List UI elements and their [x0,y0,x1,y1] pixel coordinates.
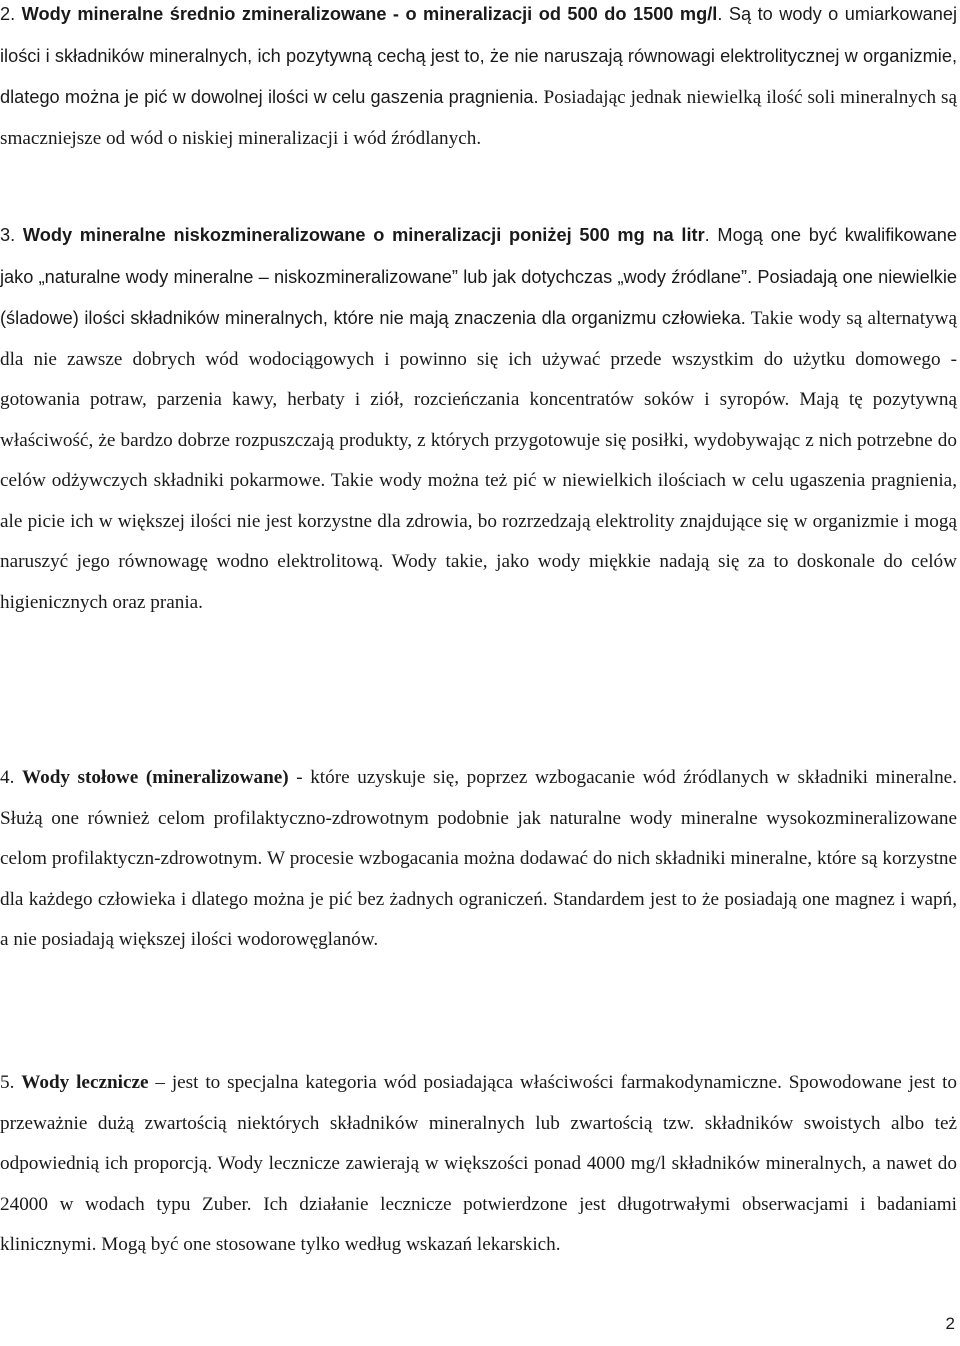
section-text-sans: . Mogą one być kwalifikowane jako „naturalne wody mineralne – niskozmineralizowane” lub jak dotychczas „wody źródlane”. Posiadają one niewielkie (śladowe) ilości składników mineralnych, które nie mają znaczenia dla organizmu człowieka. [0,225,957,328]
paragraph-section-2 [0,0,957,159]
section-title: Wody stołowe (mineralizowane) [21,767,289,788]
paragraph-section-5 [0,1063,957,1266]
section-text-sans: . Są to wody o umiarkowanej ilości i składników mineralnych, ich pozytywną cechą jest to, że nie naruszają równowagi elektrolitycznej w organizmie, dlatego można je pić w dowolnej ilości w celu gaszenia pragnienia. [0,4,957,107]
section-number: 4. [0,767,22,788]
section-text: Posiadając jednak niewielką ilość soli mineralnych są smaczniejsze od wód o niskiej mineralizacji i wód źródlanych. [0,87,957,149]
section-number: 2. [0,4,22,24]
page-number: 2 [945,1314,955,1333]
section-title: Wody mineralne średnio zmineralizowane - o mineralizacji od 500 do 1500 mg/l [21,4,718,24]
section-number: 3. [0,225,23,245]
section-number: 5. [0,1072,22,1093]
section-title: Wody lecznicze [21,1072,149,1093]
section-title: Wody mineralne niskozmineralizowane o mineralizacji poniżej 500 mg na litr [22,225,705,245]
section-text: - które uzyskuje się, poprzez wzbogacanie wód źródlanych w składniki mineralne. Służą one również celom profilaktyczno-zdrowotnym podobnie jak naturalne wody mineralne wysokozmineralizowane celom profilaktyczn-zdrowotnym. W procesie wzbogacania można dodawać do nich składniki mineralne, które są korzystne dla każdego człowieka i dlatego można je pić bez żadnych ograniczeń. Standardem jest to że posiadają one magnez i wapń, a nie posiadają większej ilości wodorowęglanów. [0,767,957,950]
paragraph-section-3 [0,215,957,623]
section-text: – jest to specjalna kategoria wód posiadająca właściwości farmakodynamiczne. Spowodowane jest to przeważnie dużą zwartością niektórych składników mineralnych lub zwartością tzw. składników swoistych albo też odpowiednią ich proporcją. Wody lecznicze zawierają w większości ponad 4000 mg/l składników mineralnych, a nawet do 24000 w wodach typu Zuber. Ich działanie lecznicze potwierdzone jest długotrwałymi obserwacjami i badaniami klinicznymi. Mogą być one stosowane tylko według wskazań lekarskich. [0,1072,958,1255]
paragraph-section-4 [0,758,957,961]
section-text: Takie wody są alternatywą dla nie zawsze dobrych wód wodociągowych i powinno się ich używać przede wszystkim do użytku domowego - gotowania potraw, parzenia kawy, herbaty i ziół, rozcieńczania koncentratów soków i syropów. Mają tę pozytywną właściwość, że bardzo dobrze rozpuszczają produkty, z których przygotowuje się posiłki, wydobywając z nich potrzebne do celów odżywczych składniki pokarmowe. Takie wody można też pić w niewielkich ilościach w celu ugaszenia pragnienia, ale picie ich w większej ilości nie jest korzystne dla zdrowia, bo rozrzedzają elektrolity znajdujące się w organizmie i mogą naruszyć jego równowagę wodno elektrolitową. Wody takie, jako wody miękkie nadają się za to doskonale do celów higienicznych oraz prania. [0,308,957,613]
